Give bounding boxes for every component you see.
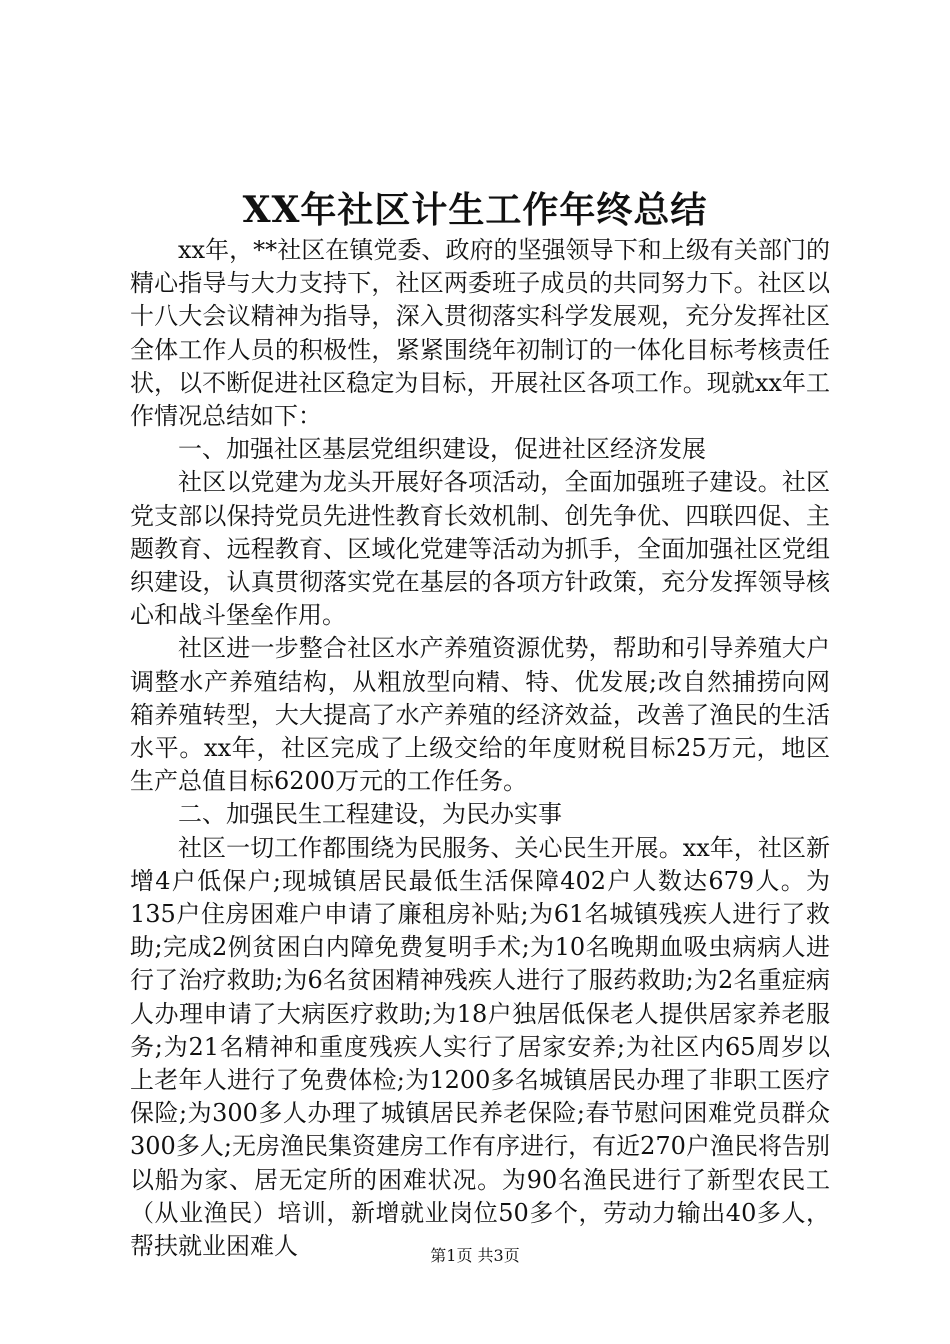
section-heading-2: 二、加强民生工程建设，为民办实事 xyxy=(178,800,562,829)
intro-paragraph: xx年，**社区在镇党委、政府的坚强领导下和上级有关部门的精心指导与大力支持下，社区两委班子成员的共同努力下。社区以十八大会议精神为指导，深入贯彻落实科学发展观，充分发挥社区全体工作人员的积极性，紧紧围绕年初制订的一体化目标考核责任状，以不断促进社区稳定为目标，开展社区各项工作。现就xx年工作情况总结如下： xyxy=(130,236,830,431)
body-paragraph-3: 社区一切工作都围绕为民服务、关心民生开展。xx年，社区新增4户低保户;现城镇居民最低生活保障402户人数达679人。为135户住房困难户申请了廉租房补贴;为61名城镇残疾人进行了救助;完成2例贫困白内障免费复明手术;为10名晚期血吸虫病病人进行了治疗救助;为6名贫困精神残疾人进行了服药救助;为2名重症病人办理申请了大病医疗救助;为18户独居低保老人提供居家养老服务;为21名精神和重度残疾人实行了居家安养;为社区内65周岁以上老年人进行了免费体检;为1200多名城镇居民办理了非职工医疗保险;为300多人办理了城镇居民养老保险;春节慰问困难党员群众300多人;无房渔民集资建房工作有序进行，有近270户渔民将告别以船为家、居无定所的困难状况。为90名渔民进行了新型农民工（从业渔民）培训，新增就业岗位50多个，劳动力输出40多人，帮扶就业困难人 xyxy=(130,833,830,1261)
page-footer: 第1页 共3页 xyxy=(430,1246,520,1265)
body-paragraph-2: 社区进一步整合社区水产养殖资源优势，帮助和引导养殖大户调整水产养殖结构，从粗放型向精、特、优发展;改自然捕捞向网箱养殖转型，大大提高了水产养殖的经济效益，改善了渔民的生活水平。xx年，社区完成了上级交给的年度财税目标25万元，地区生产总值目标6200万元的工作任务。 xyxy=(130,634,830,796)
document-body xyxy=(130,234,830,1263)
document-title: XX年社区计生工作年终总结 xyxy=(242,189,708,231)
section-heading-1: 一、加强社区基层党组织建设，促进社区经济发展 xyxy=(178,435,706,464)
body-paragraph-1: 社区以党建为龙头开展好各项活动，全面加强班子建设。社区党支部以保持党员先进性教育长效机制、创先争优、四联四促、主题教育、远程教育、区域化党建等活动为抓手，全面加强社区党组织建设，认真贯彻落实党在基层的各项方针政策，充分发挥领导核心和战斗堡垒作用。 xyxy=(130,468,830,630)
